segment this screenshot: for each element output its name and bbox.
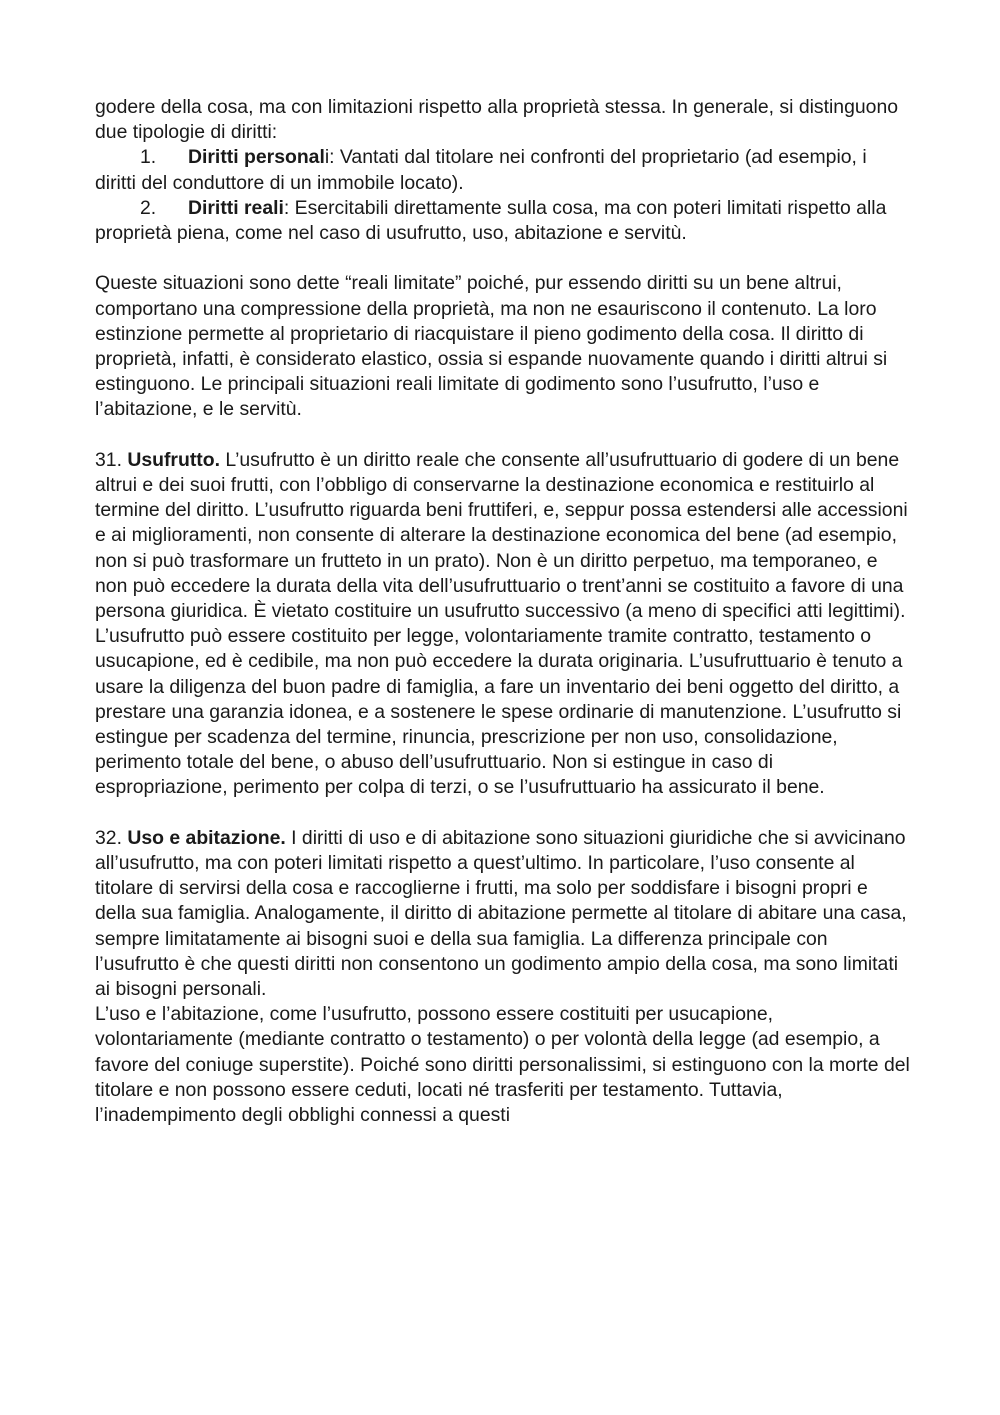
section-number: 32. [95,826,128,849]
paragraph-gap [95,246,910,271]
list-item-real-rights [95,196,910,246]
list-number: 1. [140,146,157,169]
document-page [95,95,910,1128]
paragraph-gap [95,423,910,448]
paragraph-gap [95,801,910,826]
section-31-paragraph [95,448,910,624]
list-term: Diritti reali [188,196,284,219]
list-term-suffix: i [324,146,330,169]
intro-paragraph: godere della cosa, ma con limitazioni rispetto alla proprietà stessa. In generale, si distinguono due tipologie di diritti: [95,96,899,144]
limited-rights-paragraph: Queste situazioni sono dette “reali limitate” poiché, pur essendo diritti su un bene altrui, comportano una compressione della proprietà, ma non ne esauriscono il contenuto. La loro estinzione permette al proprietario di riacquistare il pieno godimento della cosa. Il diritto di proprietà, infatti, è considerato elastico, ossia si espande nuovamente quando i diritti altrui si estinguono. Le principali situazioni reali limitate di godimento sono l’usufrutto, l’uso e l’abitazione, e le servitù. [95,272,888,421]
section-title: Usufrutto. [127,448,220,471]
list-number: 2. [140,196,157,219]
list-item-personal-rights [95,145,910,195]
section-text: L’usufrutto è un diritto reale che consente all’usufruttuario di godere di un bene altrui e dei suoi frutti, con l’obbligo di conservarne la destinazione economica e restituirlo al termine del diritto. L’usufrutto riguarda beni fruttiferi, e, seppur possa estendersi alle accessioni e ai miglioramenti, non consente di alterare la destinazione economica del bene (ad esempio, non si può trasformare un frutteto in un prato). Non è un diritto perpetuo, ma temporaneo, e non può eccedere la durata della vita dell’usufruttuario o trent’anni se costituito a favore di una persona giuridica. È vietato costituire un usufrutto successivo (a meno di specifici atti legittimi). [95,448,908,623]
section-number: 31. [95,448,128,471]
list-text: : Vantati dal titolare nei confronti del proprietario (ad esempio, i diritti del conduttore di un immobile locato). [95,146,867,194]
section-text: I diritti di uso e di abitazione sono situazioni giuridiche che si avvicinano all’usufrutto, ma con poteri limitati rispetto a quest’ultimo. In particolare, l’uso consente al titolare di servirsi della cosa e raccoglierne i frutti, ma solo per soddisfare i bisogni propri e della sua famiglia. Analogamente, il diritto di abitazione permette al titolare di abitare una casa, sempre limitatamente ai bisogni suoi e della sua famiglia. La differenza principale con l’usufrutto è che questi diritti non consentono un godimento ampio della cosa, ma sono limitati ai bisogni personali. [95,826,907,1001]
list-term: Diritti personal [188,146,325,169]
section-32-paragraph [95,826,910,1002]
list-text: : Esercitabili direttamente sulla cosa, ma con poteri limitati rispetto alla proprietà piena, come nel caso di usufrutto, uso, abitazione e servitù. [95,196,887,245]
section-32-paragraph-2: L’uso e l’abitazione, come l’usufrutto, possono essere costituiti per usucapione, volontariamente (mediante contratto o testamento) o per volontà della legge (ad esempio, a favore del coniuge superstite). Poiché sono diritti personalissimi, si estinguono con la morte del titolare e non possono essere ceduti, locati né trasferiti per testamento. Tuttavia, l’inadempimento degli obblighi connessi a questi [95,1003,910,1127]
section-title: Uso e abitazione. [127,826,286,849]
section-31-paragraph-2: L’usufrutto può essere costituito per legge, volontariamente tramite contratto, testamento o usucapione, ed è cedibile, ma non può eccedere la durata originaria. L’usufruttuario è tenuto a usare la diligenza del buon padre di famiglia, a fare un inventario dei beni oggetto del diritto, a prestare una garanzia idonea, e a sostenere le spese ordinarie di manutenzione. L’usufrutto si estingue per scadenza del termine, rinuncia, prescrizione per non uso, consolidazione, perimento totale del bene, o abuso dell’usufruttuario. Non si estingue in caso di espropriazione, perimento per colpa di terzi, o se l’usufruttuario ha assicurato il bene. [95,625,903,799]
